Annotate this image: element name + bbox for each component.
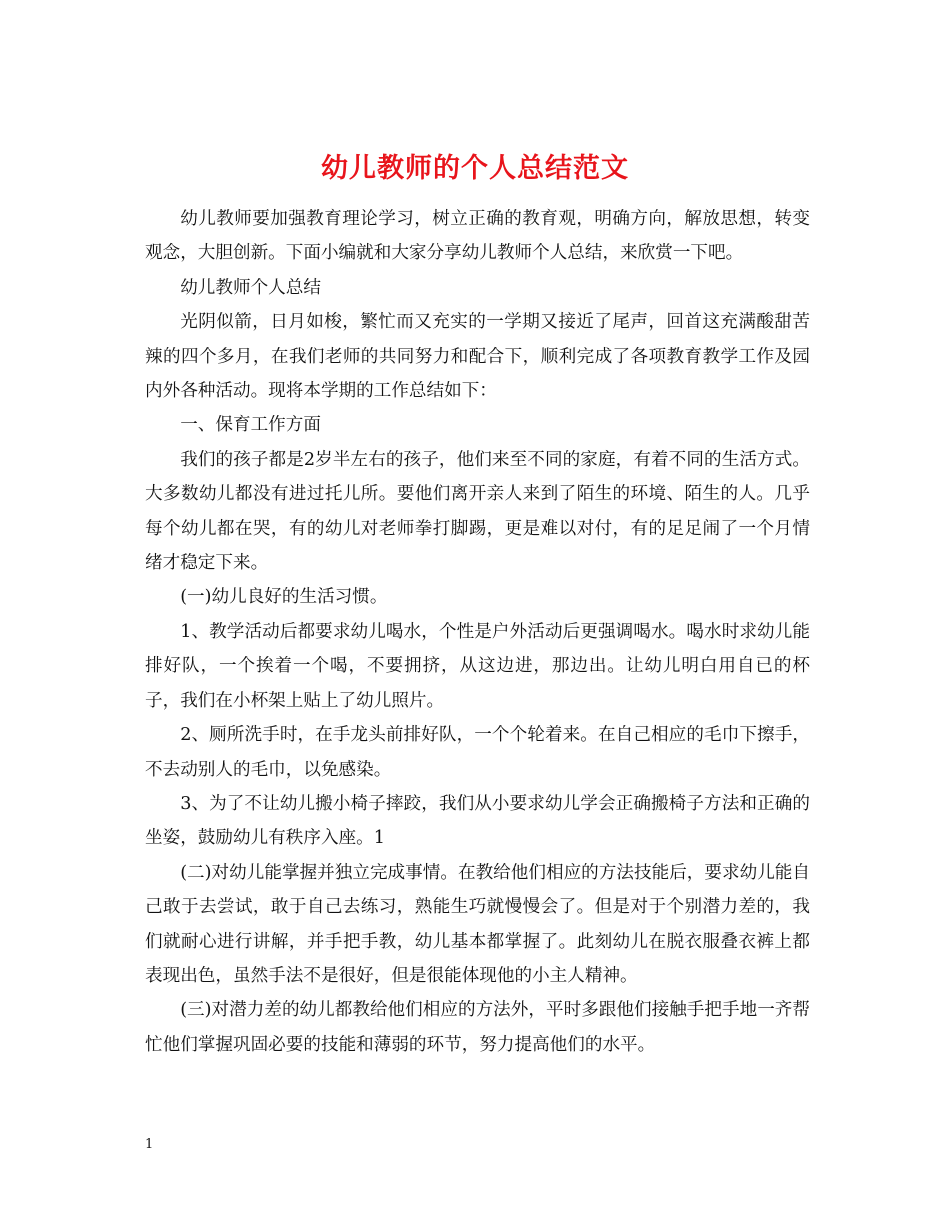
document-body [145, 202, 810, 1062]
paragraph: 光阴似箭，日月如梭，繁忙而又充实的一学期又接近了尾声，回首这充满酸甜苦辣的四个多月，在我们老师的共同努力和配合下，顺利完成了各项教育教学工作及园内外各种活动。现将本学期的工作总结如下： [145, 312, 810, 402]
paragraph: 幼儿教师个人总结 [180, 277, 321, 298]
paragraph: 2、厕所洗手时，在手龙头前排好队，一个个轮着来。在自己相应的毛巾下擦手，不去动别人的毛巾，以免感染。 [145, 725, 810, 780]
subsection-heading: (一)幼儿良好的生活习惯。 [180, 587, 388, 608]
paragraph: 我们的孩子都是2岁半左右的孩子，他们来至不同的家庭，有着不同的生活方式。大多数幼儿都没有进过托儿所。要他们离开亲人来到了陌生的环境、陌生的人。几乎每个幼儿都在哭，有的幼儿对老师拳打脚踢，更是难以对付，有的足足闹了一个月情绪才稳定下来。 [145, 449, 810, 574]
paragraph: (三)对潜力差的幼儿都教给他们相应的方法外，平时多跟他们接触手把手地一齐帮忙他们掌握巩固必要的技能和薄弱的环节，努力提高他们的水平。 [145, 1000, 810, 1055]
paragraph: 幼儿教师要加强教育理论学习，树立正确的教育观，明确方向，解放思想，转变观念，大胆创新。下面小编就和大家分享幼儿教师个人总结，来欣赏一下吧。 [145, 209, 810, 264]
document-title: 幼儿教师的个人总结范文 [321, 153, 629, 185]
page-number: 1 [145, 1137, 154, 1152]
section-heading: 一、保育工作方面 [180, 415, 321, 436]
paragraph: 3、为了不让幼儿搬小椅子摔跤，我们从小要求幼儿学会正确搬椅子方法和正确的坐姿，鼓励幼儿有秩序入座。1 [145, 793, 810, 849]
paragraph: (二)对幼儿能掌握并独立完成事情。在教给他们相应的方法技能后，要求幼儿能自己敢于去尝试，敢于自己去练习，熟能生巧就慢慢会了。但是对于个别潜力差的，我们就耐心进行讲解，并手把手教，幼儿基本都掌握了。此刻幼儿在脱衣服叠衣裤上都表现出色，虽然手法不是很好，但是很能体现他的小主人精神。 [145, 862, 810, 986]
paragraph: 1、教学活动后都要求幼儿喝水，个性是户外活动后更强调喝水。喝水时求幼儿能排好队，一个挨着一个喝，不要拥挤，从这边进，那边出。让幼儿明白用自已的杯子，我们在小杯架上贴上了幼儿照片。 [145, 621, 810, 711]
